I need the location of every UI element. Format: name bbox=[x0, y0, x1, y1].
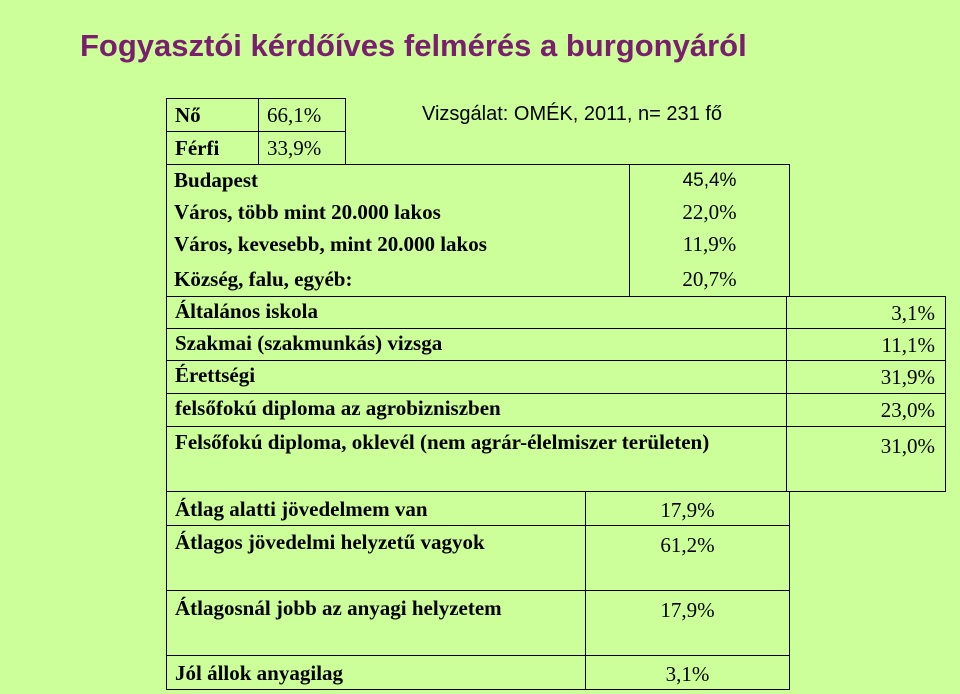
income-value-well-off: 3,1% bbox=[585, 655, 790, 690]
page-title: Fogyasztói kérdőíves felmérés a burgonyáról bbox=[80, 28, 747, 63]
education-value-vocational: 11,1% bbox=[786, 328, 946, 361]
education-label-agri-degree: felsőfokú diploma az agrobizniszben bbox=[166, 393, 787, 427]
residence-label-budapest: Budapest bbox=[174, 168, 259, 192]
income-value-average: 61,2% bbox=[585, 525, 790, 591]
income-label-well-off: Jól állok anyagilag bbox=[166, 655, 586, 690]
study-note: Vizsgálat: OMÉK, 2011, n= 231 fő bbox=[422, 103, 722, 125]
education-label-other-degree: Felsőfokú diploma, oklevél (nem agrár-élelmiszer területen) bbox=[166, 426, 787, 492]
residence-label-village: Község, falu, egyéb: bbox=[174, 267, 353, 291]
income-value-above-average: 17,9% bbox=[585, 590, 790, 656]
income-label-below-average: Átlag alatti jövedelmem van bbox=[166, 491, 586, 526]
gender-label-female: Nő bbox=[166, 98, 259, 132]
income-value-below-average: 17,9% bbox=[585, 491, 790, 526]
income-label-above-average: Átlagosnál jobb az anyagi helyzetem bbox=[166, 590, 586, 656]
residence-value-city-small: 11,9% bbox=[682, 232, 737, 256]
education-value-agri-degree: 23,0% bbox=[786, 393, 946, 427]
education-value-other-degree: 31,0% bbox=[786, 426, 946, 492]
residence-value-budapest: 45,4% bbox=[682, 170, 737, 191]
residence-label-city-small: Város, kevesebb, mint 20.000 lakos bbox=[174, 232, 487, 256]
residence-value-city-large: 22,0% bbox=[682, 200, 737, 224]
education-label-primary: Általános iskola bbox=[166, 296, 787, 329]
gender-value-male: 33,9% bbox=[258, 131, 346, 165]
residence-value-village: 20,7% bbox=[682, 267, 737, 291]
education-label-vocational: Szakmai (szakmunkás) vizsga bbox=[166, 328, 787, 361]
residence-label-city-large: Város, több mint 20.000 lakos bbox=[174, 200, 441, 224]
education-label-secondary: Érettségi bbox=[166, 360, 787, 394]
education-value-secondary: 31,9% bbox=[786, 360, 946, 394]
income-label-average: Átlagos jövedelmi helyzetű vagyok bbox=[166, 525, 586, 591]
education-value-primary: 3,1% bbox=[786, 296, 946, 329]
gender-value-female: 66,1% bbox=[258, 98, 346, 132]
gender-label-male: Férfi bbox=[166, 131, 259, 165]
